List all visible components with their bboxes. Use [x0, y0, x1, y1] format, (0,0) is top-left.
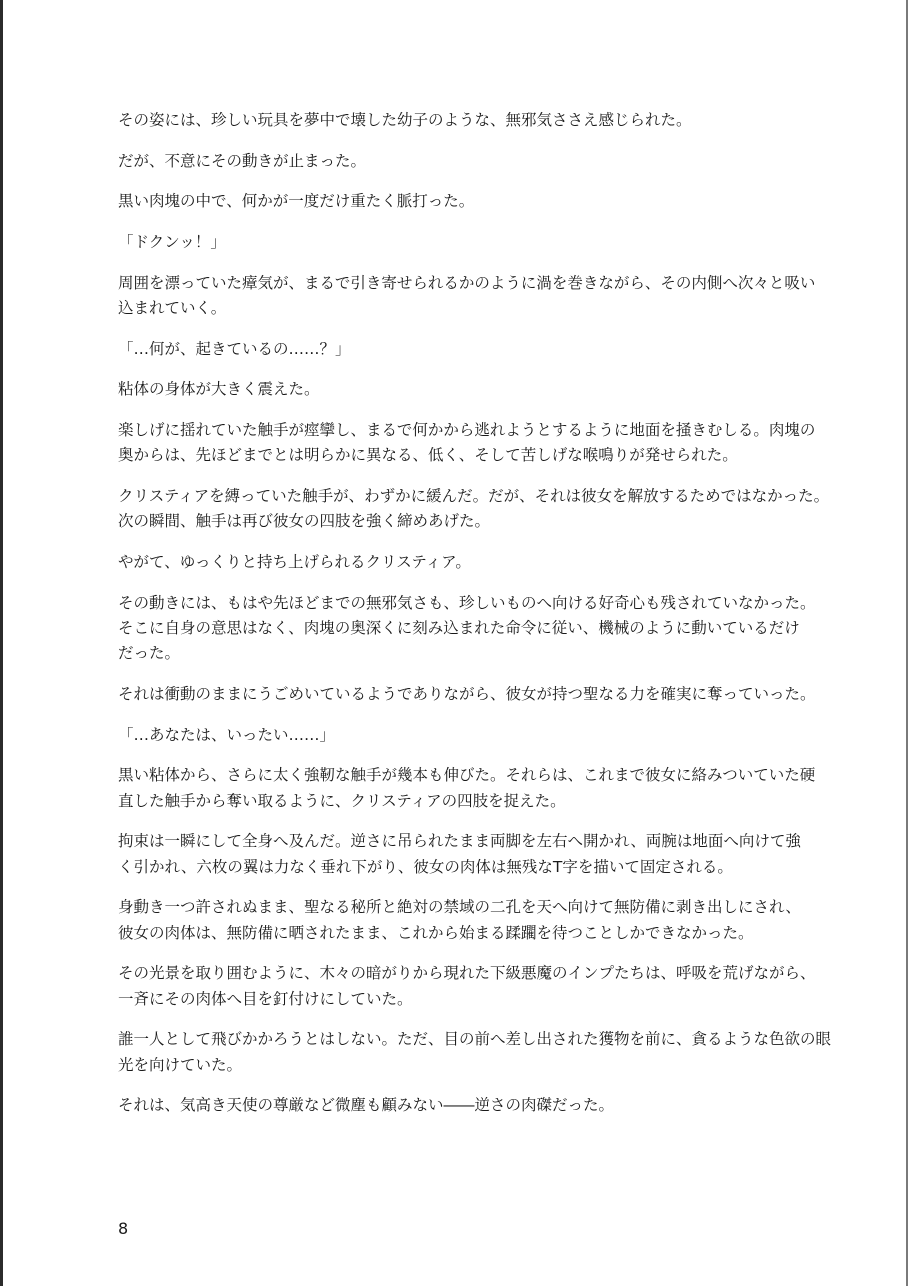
text-line: だった。	[118, 644, 181, 663]
paragraph	[118, 723, 858, 748]
text-line: 奥からは、先ほどまでとは明らかに異なる、低く、そして苦しげな喉鳴りが発せられた。	[118, 446, 738, 465]
text-line: 直した触手から奪い取るように、クリスティアの四肢を捉えた。	[118, 791, 566, 810]
text-line: 周囲を漂っていた瘴気が、まるで引き寄せられるかのように渦を巻きながら、その内側へ次々と吸い	[118, 273, 816, 292]
text-line: そこに自身の意思はなく、肉塊の奥深くに刻み込まれた命令に従い、機械のように動いているだけ	[118, 619, 800, 638]
paragraph	[118, 682, 858, 707]
text-line: 「ドクンッ！」	[118, 233, 226, 252]
paragraph	[118, 337, 858, 362]
text-line: それは衝動のままにうごめいているようでありながら、彼女が持つ聖なる力を確実に奪っていった。	[118, 685, 816, 704]
paragraph	[118, 829, 858, 880]
text-line: 「…何が、起きているの……？」	[118, 339, 351, 358]
body-text	[118, 108, 858, 1134]
paragraph	[118, 149, 858, 174]
paragraph	[118, 189, 858, 214]
paragraph	[118, 895, 858, 946]
text-line: だが、不意にその動きが止まった。	[118, 151, 367, 170]
text-line: 彼女の肉体は、無防備に晒されたまま、これから始まる蹂躙を待つことしかできなかった。	[118, 923, 754, 942]
text-line: 光を向けていた。	[118, 1055, 243, 1074]
text-line: 拘束は一瞬にして全身へ及んだ。逆さに吊られたまま両脚を左右へ開かれ、両腕は地面へ向けて強	[118, 832, 801, 851]
text-line: その光景を取り囲むように、木々の暗がりから現れた下級悪魔のインプたちは、呼吸を荒げながら、	[118, 964, 816, 983]
paragraph	[118, 550, 858, 575]
page-number: 8	[118, 1219, 129, 1238]
paragraph	[118, 763, 858, 814]
paragraph	[118, 418, 858, 469]
text-line: 黒い粘体から、さらに太く強靭な触手が幾本も伸びた。それらは、これまで彼女に絡みついていた硬	[118, 766, 816, 785]
paragraph	[118, 591, 858, 667]
page-edge-right	[906, 0, 908, 1286]
paragraph	[118, 1027, 858, 1078]
text-line: 粘体の身体が大きく震えた。	[118, 380, 320, 399]
text-line: 誰一人として飛びかかろうとはしない。ただ、目の前へ差し出された獲物を前に、貪るような色欲の眼	[118, 1030, 832, 1049]
text-line: く引かれ、六枚の翼は力なく垂れ下がり、彼女の肉体は無残なT字を描いて固定される。	[118, 857, 733, 876]
text-line: その姿には、珍しい玩具を夢中で壊した幼子のような、無邪気ささえ感じられた。	[118, 111, 692, 129]
text-line: 「…あなたは、いったい……」	[118, 725, 336, 744]
page-edge-left	[0, 0, 3, 1286]
paragraph	[118, 271, 858, 322]
text-line: 身動き一つ許されぬまま、聖なる秘所と絶対の禁域の二孔を天へ向けて無防備に剥き出しにされ、	[118, 898, 801, 917]
text-line: その動きには、もはや先ほどまでの無邪気さも、珍しいものへ向ける好奇心も残されていなかった。	[118, 593, 816, 612]
paragraph	[118, 484, 858, 535]
paragraph	[118, 961, 858, 1012]
text-line: 次の瞬間、触手は再び彼女の四肢を強く締めあげた。	[118, 512, 491, 531]
paragraph	[118, 230, 858, 255]
text-line: 黒い肉塊の中で、何かが一度だけ重たく脈打った。	[118, 192, 475, 211]
text-line: やがて、ゆっくりと持ち上げられるクリスティア。	[118, 553, 471, 572]
paragraph	[118, 108, 858, 133]
paragraph	[118, 1093, 858, 1118]
text-line: 込まれていく。	[118, 299, 227, 318]
paragraph	[118, 377, 858, 402]
text-line: クリスティアを縛っていた触手が、わずかに緩んだ。だが、それは彼女を解放するためではなかった。	[118, 487, 830, 506]
text-line: 一斉にその肉体へ目を釘付けにしていた。	[118, 989, 413, 1008]
text-line: 楽しげに揺れていた触手が痙攣し、まるで何かから逃れようとするように地面を掻きむしる。肉塊の	[118, 421, 816, 440]
text-line: それは、気高き天使の尊厳など微塵も顧みない――逆さの肉磔だった。	[118, 1096, 615, 1115]
